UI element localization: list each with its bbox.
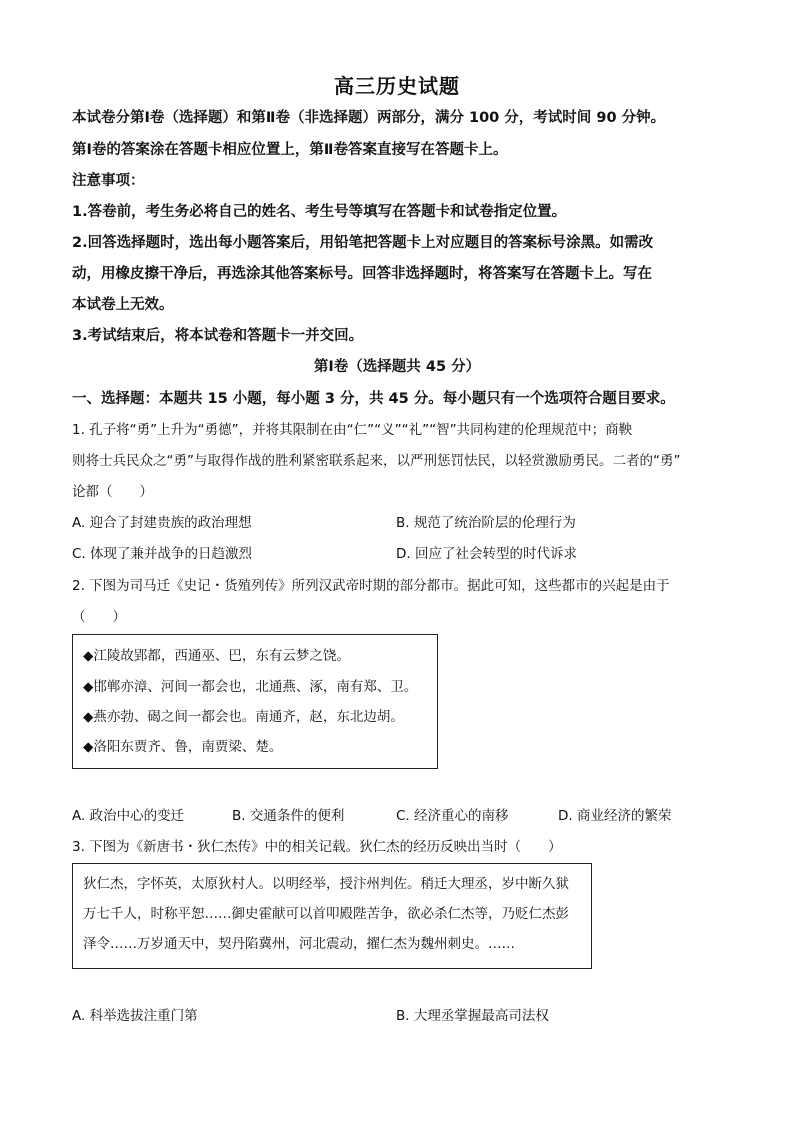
q2-source-box — [72, 634, 438, 769]
q3-option-b[interactable]: B. 大理丞掌握最高司法权 — [396, 1008, 549, 1024]
q2-source-line-4: ◆洛阳东贾齐、鲁，南贾梁、楚。 — [83, 739, 283, 755]
page-title: 高三历史试题 — [334, 74, 460, 98]
intro-line-1: 本试卷分第Ⅰ卷（选择题）和第Ⅱ卷（非选择题）两部分，满分 100 分，考试时间 90 分钟。 — [72, 110, 666, 126]
part-heading: 一、选择题：本题共 15 小题，每小题 3 分，共 45 分。每小题只有一个选项符合题目要求。 — [72, 391, 675, 407]
q2-stem-line-1: 2. 下图为司马迁《史记・货殖列传》所列汉武帝时期的部分都市。据此可知，这些都市的兴起是由于 — [72, 578, 670, 594]
note-item-2-line-1: 2.回答选择题时，选出每小题答案后，用铅笔把答题卡上对应题目的答案标号涂黑。如需改 — [72, 235, 654, 251]
notes-heading: 注意事项： — [72, 173, 145, 189]
q1-option-d[interactable]: D. 回应了社会转型的时代诉求 — [396, 546, 577, 562]
note-item-2-line-2: 动，用橡皮擦干净后，再选涂其他答案标号。回答非选择题时，将答案写在答题卡上。写在 — [72, 266, 652, 282]
q1-stem-line-3: 论都（ ） — [72, 484, 153, 500]
q1-stem-line-2: 则将士兵民众之“勇”与取得作战的胜利紧密联系起来，以严刑惩罚怯民，以轻赏激励勇民。二者的“勇” — [72, 453, 681, 469]
q2-source-line-2: ◆邯郸亦漳、河间一都会也，北通燕、涿，南有郑、卫。 — [83, 679, 418, 695]
q1-option-a[interactable]: A. 迎合了封建贵族的政治理想 — [72, 515, 252, 531]
q2-option-b[interactable]: B. 交通条件的便利 — [232, 808, 345, 824]
section-heading: 第Ⅰ卷（选择题共 45 分） — [313, 359, 481, 375]
intro-line-2: 第Ⅰ卷的答案涂在答题卡相应位置上，第Ⅱ卷答案直接写在答题卡上。 — [72, 142, 508, 158]
q3-source-line-1: 狄仁杰，字怀英，太原狄村人。以明经举，授汴州判佐。稍迁大理丞，岁中断久狱 — [83, 876, 569, 892]
q3-source-line-3: 泽令……万岁通天中，契丹陷冀州，河北震动，擢仁杰为魏州刺史。…… — [83, 936, 515, 952]
q2-source-line-3: ◆燕亦勃、碣之间一都会也。南通齐，赵，东北边胡。 — [83, 709, 404, 725]
q2-option-a[interactable]: A. 政治中心的变迁 — [72, 808, 185, 824]
note-item-1: 1.答卷前，考生务必将自己的姓名、考生号等填写在答题卡和试卷指定位置。 — [72, 204, 567, 220]
note-item-2-line-3: 本试卷上无效。 — [72, 297, 174, 313]
q2-option-c[interactable]: C. 经济重心的南移 — [396, 808, 509, 824]
q1-option-c[interactable]: C. 体现了兼并战争的日趋激烈 — [72, 546, 253, 562]
q3-stem-line-1: 3. 下图为《新唐书・狄仁杰传》中的相关记载。狄仁杰的经历反映出当时（ ） — [72, 839, 562, 855]
q3-source-line-2: 万七千人，时称平恕……御史霍献可以首叩殿陛苦争，欲必杀仁杰等，乃贬仁杰彭 — [83, 906, 569, 922]
note-item-3: 3.考试结束后，将本试卷和答题卡一并交回。 — [72, 328, 364, 344]
q3-source-box — [72, 863, 592, 969]
q1-option-b[interactable]: B. 规范了统治阶层的伦理行为 — [396, 515, 576, 531]
q1-stem-line-1: 1. 孔子将“勇”上升为“勇德”，并将其限制在由“仁”“义”“礼”“智”共同构建的伦理规范中；商鞅 — [72, 422, 633, 438]
q2-stem-line-2: （ ） — [72, 609, 126, 625]
q2-option-d[interactable]: D. 商业经济的繁荣 — [558, 808, 672, 824]
q3-option-a[interactable]: A. 科举选拔注重门第 — [72, 1008, 198, 1024]
q2-source-line-1: ◆江陵故郢都，西通巫、巴，东有云梦之饶。 — [83, 648, 350, 664]
